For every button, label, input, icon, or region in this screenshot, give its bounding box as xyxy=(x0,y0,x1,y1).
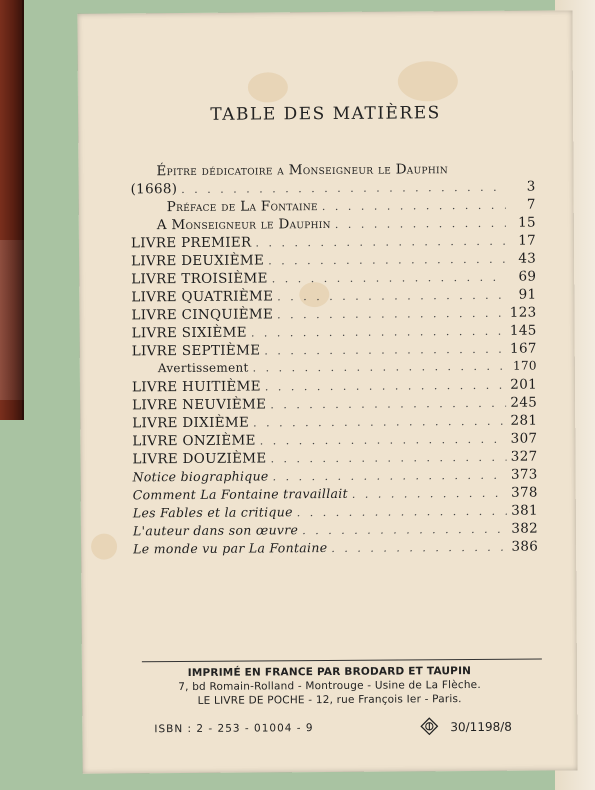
leader-dots xyxy=(253,415,507,430)
toc-entry xyxy=(157,215,536,234)
toc-entry-page: 307 xyxy=(510,430,538,447)
toc-entry-label: LIVRE DOUZIÈME xyxy=(132,450,267,468)
leader-dots xyxy=(335,217,506,231)
toc-entry-page: 91 xyxy=(518,286,537,303)
toc-entry xyxy=(132,395,537,414)
imprint-address: 7, bd Romain-Rolland - Montrouge - Usine de La Flèche. xyxy=(178,678,481,694)
toc-entry-page: 245 xyxy=(510,394,538,411)
toc-entry-label: L'auteur dans son œuvre xyxy=(132,522,299,539)
toc-entry-label: Épitre dédicatoire a Monseigneur le Dauphin xyxy=(156,161,449,180)
livre-de-poche-logo-icon xyxy=(420,717,438,735)
leader-dots xyxy=(302,523,507,537)
toc-entry-label: LIVRE PREMIER xyxy=(130,234,252,252)
toc-entry xyxy=(131,251,536,270)
leader-dots xyxy=(322,199,506,213)
toc-entry-page: 167 xyxy=(509,340,537,357)
toc-entry-label: Notice biographique xyxy=(132,468,269,485)
toc-entry-page: 381 xyxy=(511,502,538,519)
toc-entry xyxy=(133,467,538,486)
leader-dots xyxy=(277,307,506,322)
toc-entry-page: 327 xyxy=(510,448,538,465)
leader-dots xyxy=(268,253,506,268)
toc-entry xyxy=(132,323,537,342)
imprint-rule xyxy=(142,659,542,663)
leader-dots xyxy=(181,181,505,196)
toc-entry-page: 378 xyxy=(510,484,538,501)
toc-entry-page: 69 xyxy=(518,268,537,285)
toc-entry-label: LIVRE ONZIÈME xyxy=(132,432,256,450)
toc-entry-page: 281 xyxy=(510,412,538,429)
plastic-wrap xyxy=(0,240,26,400)
toc-entry xyxy=(132,449,537,468)
toc-entry-label: (1668) xyxy=(130,181,178,198)
isbn: ISBN : 2 - 253 - 01004 - 9 xyxy=(154,722,314,736)
toc-entry xyxy=(131,179,536,198)
leader-dots xyxy=(251,325,506,340)
toc-entry-label: LIVRE DIXIÈME xyxy=(132,414,250,432)
toc-entry-page: 15 xyxy=(517,214,536,231)
toc-entry xyxy=(133,539,538,558)
leader-dots xyxy=(270,451,506,466)
print-code: 30/1198/8 xyxy=(450,719,512,735)
toc-entry-page: 201 xyxy=(510,376,538,393)
leader-dots xyxy=(264,343,506,358)
toc-entry-label: Avertissement xyxy=(157,360,249,376)
toc-entry-page: 170 xyxy=(512,358,537,373)
toc-entry xyxy=(132,431,537,450)
leader-dots xyxy=(352,487,507,501)
leader-dots xyxy=(260,433,507,448)
leader-dots xyxy=(253,360,507,375)
toc-entry-page: 7 xyxy=(526,196,536,213)
leader-dots xyxy=(297,505,507,519)
book-page xyxy=(77,10,577,773)
toc-entry xyxy=(131,233,536,252)
toc-entry-page: 123 xyxy=(509,304,537,321)
toc-entry xyxy=(131,305,536,324)
toc-entry-page: 3 xyxy=(526,178,536,195)
toc-entry xyxy=(133,521,538,540)
toc-entry xyxy=(167,197,536,216)
imprint-printer: IMPRIMÉ EN FRANCE PAR BRODARD ET TAUPIN xyxy=(187,665,472,679)
toc-entry xyxy=(133,485,538,504)
toc-entry-label: LIVRE SIXIÈME xyxy=(131,324,247,342)
leader-dots xyxy=(272,271,507,286)
toc-entry xyxy=(133,503,538,522)
toc-entry-label: Préface de La Fontaine xyxy=(166,198,318,216)
toc-entry-label: LIVRE QUATRIÈME xyxy=(131,288,274,306)
toc-entry xyxy=(132,341,537,360)
toc-entry-page: 373 xyxy=(510,466,538,483)
toc-entry-label: Le monde vu par La Fontaine xyxy=(133,540,328,557)
toc-entry-label: A Monseigneur le Dauphin xyxy=(156,215,331,234)
leader-dots xyxy=(277,289,506,304)
leader-dots xyxy=(331,541,507,555)
toc-entry-page: 145 xyxy=(509,322,537,339)
toc-entry-label: LIVRE DEUXIÈME xyxy=(131,252,265,270)
toc-entry xyxy=(131,269,536,288)
toc-entry-label: Comment La Fontaine travaillait xyxy=(132,485,348,503)
toc-entry-label: LIVRE HUITIÈME xyxy=(131,378,261,396)
toc-entry-page: 17 xyxy=(518,232,537,249)
toc-entry xyxy=(132,377,537,396)
leader-dots xyxy=(255,235,506,250)
toc-entry-label: LIVRE TROISIÈME xyxy=(131,270,268,288)
leader-dots xyxy=(270,397,506,412)
toc-entry xyxy=(131,287,536,306)
toc-entry-label: LIVRE SEPTIÈME xyxy=(131,342,261,360)
toc-entry xyxy=(132,413,537,432)
toc-entry-label: Les Fables et la critique xyxy=(132,504,293,521)
toc-entry-page: 386 xyxy=(511,538,539,555)
toc-entry-page: 382 xyxy=(511,520,539,537)
leader-dots xyxy=(273,469,507,484)
toc-entry xyxy=(158,359,537,376)
page-title: TABLE DES MATIÈRES xyxy=(210,103,441,125)
toc-entry-label: LIVRE CINQUIÈME xyxy=(131,306,274,324)
toc-entry xyxy=(156,161,536,180)
leader-dots xyxy=(265,379,506,394)
toc-entry-label: LIVRE NEUVIÈME xyxy=(132,396,267,414)
toc-entry-page: 43 xyxy=(518,250,537,267)
imprint-publisher: LE LIVRE DE POCHE - 12, rue François Ier - Paris. xyxy=(197,693,462,707)
